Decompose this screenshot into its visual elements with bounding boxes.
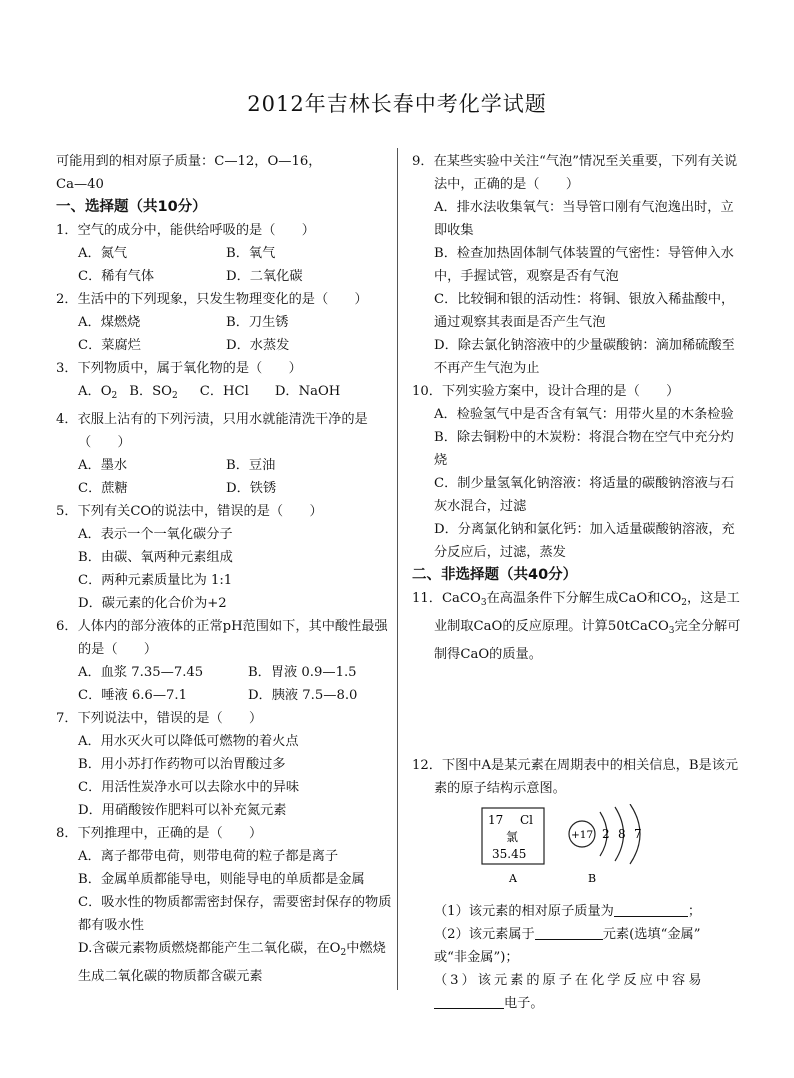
question-stem: 6．人体内的部分液体的正常pH范围如下，其中酸性最强的是（ ）	[56, 619, 388, 657]
question-stem: 10．下列实验方案中，设计合理的是（ ）	[412, 384, 680, 399]
question-6	[56, 615, 392, 707]
question-stem: 1．空气的成分中，能供给呼吸的是（ ）	[56, 223, 315, 238]
section-heading-non-choice: 二、非选择题（共40分）	[412, 567, 578, 583]
option-d: D．碳元素的化合价为+2	[78, 596, 227, 611]
option-b: B．除去铜粉中的木炭粉：将混合物在空气中充分灼烧	[434, 430, 734, 468]
element-name: 氯	[506, 830, 519, 844]
atomic-mass-line: 可能用到的相对原子质量：C—12，O—16，	[56, 154, 322, 169]
option-a: A．煤燃烧	[78, 315, 141, 330]
option-d: D.含碳元素物质燃烧都能产生二氧化碳，在$O_2$中燃烧生成二氧化碳的物质都含碳元素	[78, 941, 386, 984]
option-c: C．HCl	[199, 384, 249, 399]
option-b: B．胃液 0.9—1.5	[247, 665, 357, 680]
question-8	[56, 822, 392, 988]
question-stem: 8．下列推理中，正确的是（ ）	[56, 826, 263, 841]
question-4	[56, 408, 392, 500]
option-d: D．铁锈	[226, 481, 277, 496]
question-7	[56, 707, 392, 822]
option-b: B．金属单质都能导电，则能导电的单质都是金属	[78, 872, 365, 887]
question-stem: 2．生活中的下列现象，只发生物理变化的是（ ）	[56, 292, 368, 307]
option-c: C．唾液 6.6—7.1	[78, 688, 187, 703]
question-stem: 9．在某些实验中关注“气泡”情况至关重要，下列有关说法中，正确的是（ ）	[412, 154, 738, 192]
right-column	[412, 150, 742, 1015]
option-a: A．氮气	[78, 246, 128, 261]
nucleus-charge: +17	[571, 829, 594, 841]
sub-question-2: （2）该元素属于 元素(选填“金属”	[434, 927, 701, 942]
option-b: B．检查加热固体制气体装置的气密性：导管伸入水中，手握试管，观察是否有气泡	[434, 246, 734, 284]
option-c: C．菜腐烂	[78, 338, 141, 353]
periodic-table-card	[482, 808, 544, 885]
option-a: A．血浆 7.35—7.45	[78, 665, 204, 680]
option-a: A．墨水	[78, 458, 128, 473]
atomic-mass: 35.45	[492, 847, 527, 861]
answer-blank[interactable]	[535, 925, 603, 940]
shell-1: 2	[602, 827, 610, 841]
answer-blank[interactable]	[614, 902, 688, 917]
atomic-mass-line-2: Ca—40	[56, 177, 104, 192]
section-heading-choice: 一、选择题（共10分）	[56, 199, 207, 215]
option-c: C．吸水性的物质都需密封保存，需要密封保存的物质都有吸水性	[78, 895, 392, 933]
question-10	[412, 380, 742, 564]
question-2	[56, 288, 392, 357]
sub-question-3-cont: 电子。	[412, 992, 742, 1015]
option-c: C．用活性炭净水可以去除水中的异味	[78, 780, 300, 795]
option-d: D．用硝酸铵作肥料可以补充氮元素	[78, 803, 287, 818]
option-c: C．比较铜和银的活动性：将铜、银放入稀盐酸中，通过观察其表面是否产生气泡	[434, 292, 735, 330]
option-c: C．制少量氢氧化钠溶液：将适量的碳酸钠溶液与石灰水混合，过滤	[434, 476, 735, 514]
option-d: D．二氧化碳	[226, 269, 303, 284]
option-c: C．两种元素质量比为 1:1	[78, 573, 233, 588]
sub-question-2-cont: 或“非金属”)；	[434, 950, 519, 965]
question-1	[56, 219, 392, 288]
option-d: D．水蒸发	[226, 338, 290, 353]
question-stem: 5．下列有关CO的说法中，错误的是（ ）	[56, 504, 323, 519]
answer-blank[interactable]	[434, 994, 504, 1009]
question-5	[56, 500, 392, 615]
option-b: B．氧气	[226, 246, 276, 261]
atomic-number: 17	[488, 813, 504, 827]
option-d: D．除去氯化钠溶液中的少量碳酸钠：滴加稀硫酸至不再产生气泡为止	[434, 338, 735, 376]
question-stem: 12．下图中A是某元素在周期表中的相关信息，B是该元素的原子结构示意图。	[412, 758, 739, 796]
shell-2: 8	[618, 827, 626, 841]
page-title: 2012年吉林长春中考化学试题	[247, 92, 547, 116]
option-d: D．分离氯化钠和氯化钙：加入适量碳酸钠溶液，充分反应后，过滤，蒸发	[434, 522, 735, 560]
option-a: A．离子都带电荷，则带电荷的粒子都是离子	[78, 849, 339, 864]
option-c: C．蔗糖	[78, 481, 128, 496]
option-b: B．豆油	[226, 458, 276, 473]
option-d: D．NaOH	[274, 384, 341, 399]
question-9	[412, 150, 742, 380]
question-12	[412, 754, 742, 1015]
option-d: D．胰液 7.5—8.0	[247, 688, 358, 703]
option-a: A．用水灭火可以降低可燃物的着火点	[78, 734, 299, 749]
option-a: A．$O_2$	[78, 384, 118, 401]
question-stem: 7．下列说法中，错误的是（ ）	[56, 711, 263, 726]
element-diagram	[412, 804, 742, 894]
option-b: B．用小苏打作药物可以治胃酸过多	[78, 757, 286, 772]
shell-3: 7	[634, 827, 642, 841]
option-a: A．排水法收集氧气：当导管口刚有气泡逸出时，立即收集	[434, 200, 734, 238]
question-3	[56, 357, 392, 408]
question-11: 11．CaCO$_3$在高温条件下分解生成CaO和$CO_2$，这是工业制取CaO的反应原理。计算50tCaCO$_3$完全分解可制得CaO的质量。	[412, 591, 741, 662]
left-column	[56, 150, 392, 988]
option-a: A．检验氢气中是否含有氧气：用带火星的木条检验	[434, 407, 734, 422]
option-a: A．表示一个一氧化碳分子	[78, 527, 233, 542]
atom-structure	[569, 804, 642, 885]
label-b: B	[588, 872, 597, 885]
sub-question-3: （3）该元素的原子在化学反应中容易	[434, 973, 705, 988]
option-b: B．$SO_2$	[129, 384, 178, 401]
option-b: B．由碳、氧两种元素组成	[78, 550, 233, 565]
element-symbol: Cl	[520, 813, 534, 827]
column-divider	[397, 148, 398, 990]
option-b: B．刀生锈	[226, 315, 289, 330]
option-c: C．稀有气体	[78, 269, 155, 284]
label-a: A	[509, 872, 517, 885]
answer-space	[412, 666, 742, 754]
question-stem: 4．衣服上沾有的下列污渍，只用水就能清洗干净的是（ ）	[56, 412, 368, 450]
question-stem: 3．下列物质中，属于氧化物的是（ ）	[56, 361, 302, 376]
sub-question-1: （1）该元素的相对原子质量为 ；	[434, 904, 702, 919]
